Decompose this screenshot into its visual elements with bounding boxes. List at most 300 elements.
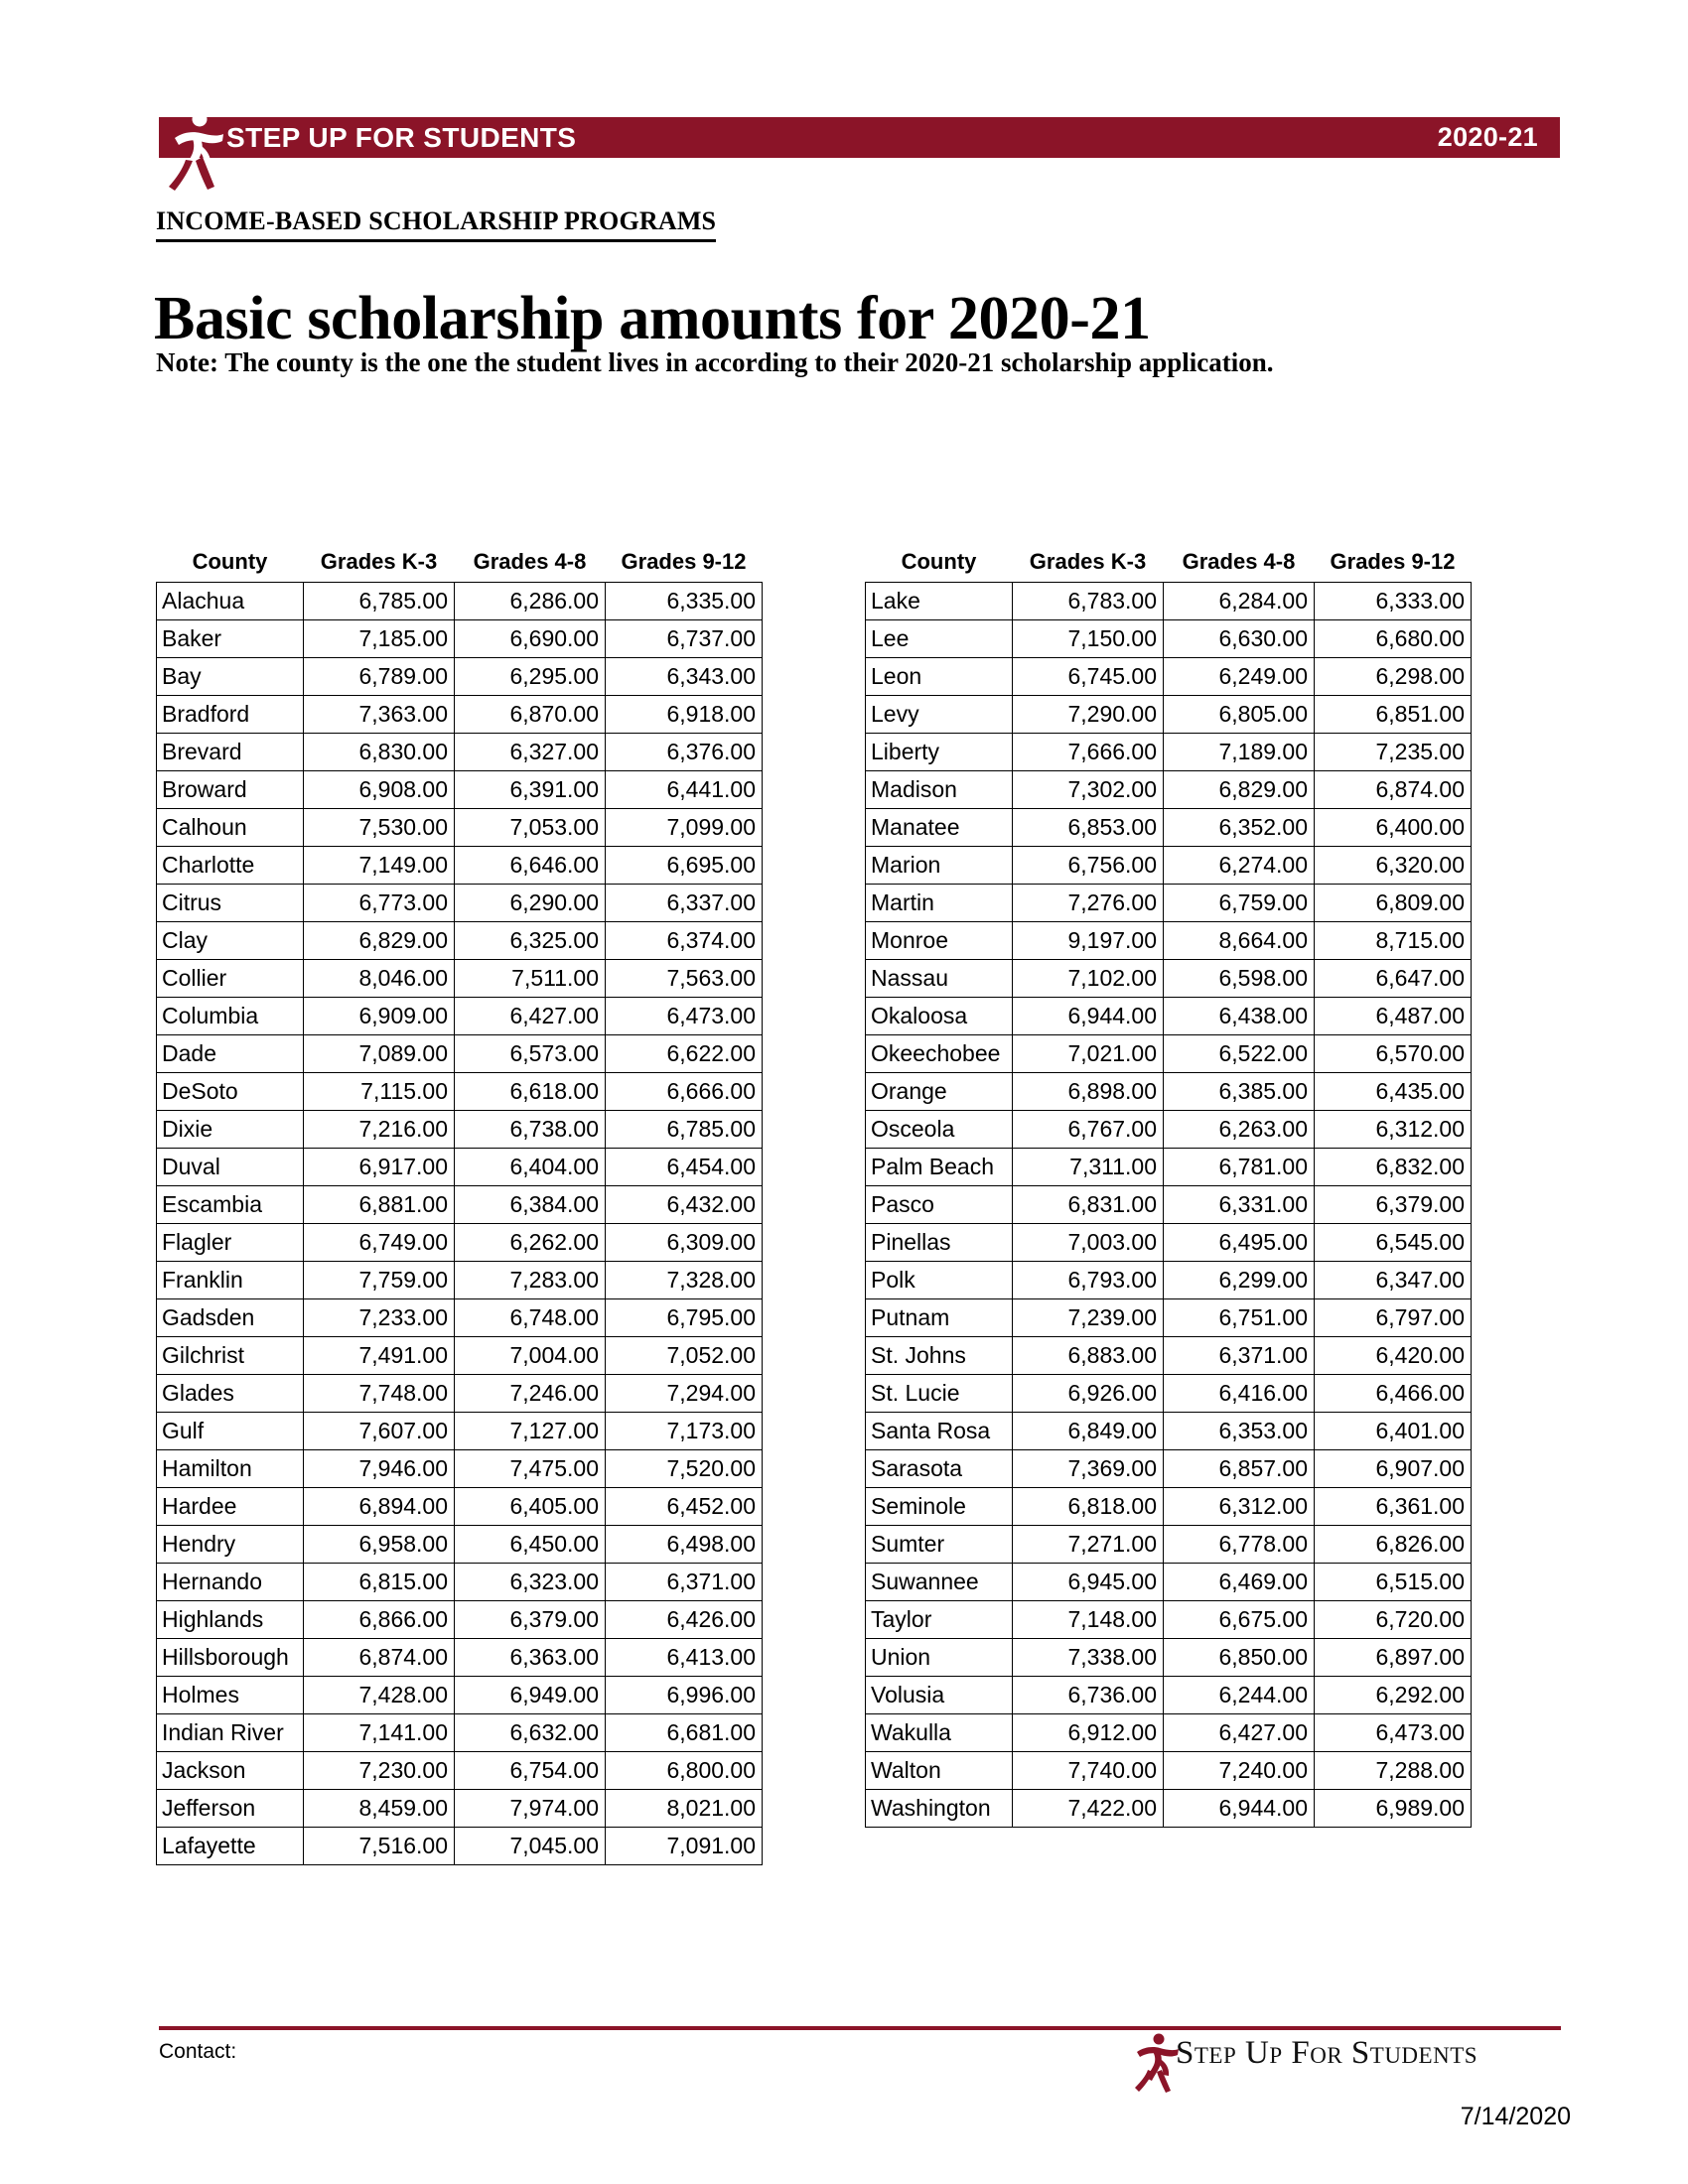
cell-amount: 7,052.00 xyxy=(606,1337,763,1375)
cell-amount: 6,379.00 xyxy=(455,1601,606,1639)
cell-county-name: Seminole xyxy=(866,1488,1013,1526)
table-header-right xyxy=(866,549,1472,583)
contact-label: Contact: xyxy=(159,2040,237,2063)
table-row xyxy=(157,1299,763,1337)
table-row xyxy=(157,1375,763,1413)
cell-amount: 7,288.00 xyxy=(1315,1752,1472,1790)
cell-amount: 6,427.00 xyxy=(1164,1714,1315,1752)
cell-amount: 6,327.00 xyxy=(455,734,606,771)
cell-county-name: Charlotte xyxy=(157,847,304,885)
cell-amount: 6,379.00 xyxy=(1315,1186,1472,1224)
cell-amount: 6,720.00 xyxy=(1315,1601,1472,1639)
cell-county-name: Broward xyxy=(157,771,304,809)
cell-amount: 7,946.00 xyxy=(304,1450,455,1488)
cell-county-name: Collier xyxy=(157,960,304,998)
cell-amount: 6,487.00 xyxy=(1315,998,1472,1035)
cell-amount: 6,759.00 xyxy=(1164,885,1315,922)
cell-amount: 6,435.00 xyxy=(1315,1073,1472,1111)
cell-county-name: Martin xyxy=(866,885,1013,922)
table-row xyxy=(157,1035,763,1073)
table-row xyxy=(157,771,763,809)
table-row xyxy=(866,1639,1472,1677)
cell-county-name: Glades xyxy=(157,1375,304,1413)
table-row xyxy=(866,1790,1472,1828)
table-row xyxy=(866,1488,1472,1526)
cell-county-name: Hernando xyxy=(157,1564,304,1601)
table-row xyxy=(866,1299,1472,1337)
cell-amount: 7,369.00 xyxy=(1013,1450,1164,1488)
cell-amount: 6,331.00 xyxy=(1164,1186,1315,1224)
cell-amount: 7,491.00 xyxy=(304,1337,455,1375)
cell-county-name: Lake xyxy=(866,583,1013,620)
cell-amount: 6,897.00 xyxy=(1315,1639,1472,1677)
table-body-left xyxy=(157,583,763,1865)
cell-amount: 6,249.00 xyxy=(1164,658,1315,696)
cell-amount: 6,312.00 xyxy=(1315,1111,1472,1149)
table-row xyxy=(866,1601,1472,1639)
table-row xyxy=(866,960,1472,998)
cell-amount: 6,630.00 xyxy=(1164,620,1315,658)
cell-amount: 6,244.00 xyxy=(1164,1677,1315,1714)
cell-amount: 6,371.00 xyxy=(1164,1337,1315,1375)
cell-amount: 6,618.00 xyxy=(455,1073,606,1111)
cell-amount: 6,570.00 xyxy=(1315,1035,1472,1073)
column-header-grades-9-12: Grades 9-12 xyxy=(1330,549,1456,574)
cell-amount: 6,818.00 xyxy=(1013,1488,1164,1526)
cell-amount: 6,473.00 xyxy=(1315,1714,1472,1752)
cell-amount: 7,283.00 xyxy=(455,1262,606,1299)
cell-county-name: Sarasota xyxy=(866,1450,1013,1488)
cell-amount: 7,239.00 xyxy=(1013,1299,1164,1337)
cell-amount: 7,607.00 xyxy=(304,1413,455,1450)
table-row xyxy=(866,1526,1472,1564)
program-category-heading: INCOME-BASED SCHOLARSHIP PROGRAMS xyxy=(156,206,716,242)
cell-amount: 6,312.00 xyxy=(1164,1488,1315,1526)
cell-county-name: Bradford xyxy=(157,696,304,734)
cell-amount: 6,815.00 xyxy=(304,1564,455,1601)
cell-amount: 7,021.00 xyxy=(1013,1035,1164,1073)
cell-county-name: Wakulla xyxy=(866,1714,1013,1752)
cell-amount: 7,294.00 xyxy=(606,1375,763,1413)
cell-amount: 7,091.00 xyxy=(606,1828,763,1865)
table-row xyxy=(157,1186,763,1224)
cell-county-name: Hendry xyxy=(157,1526,304,1564)
cell-amount: 6,866.00 xyxy=(304,1601,455,1639)
cell-amount: 6,894.00 xyxy=(304,1488,455,1526)
cell-county-name: Putnam xyxy=(866,1299,1013,1337)
cell-amount: 6,432.00 xyxy=(606,1186,763,1224)
cell-county-name: Bay xyxy=(157,658,304,696)
brand-name: STEP UP FOR STUDENTS xyxy=(226,122,577,153)
table-row xyxy=(866,1149,1472,1186)
cell-amount: 6,797.00 xyxy=(1315,1299,1472,1337)
cell-amount: 7,149.00 xyxy=(304,847,455,885)
column-header-grades-k3: Grades K-3 xyxy=(1029,549,1147,574)
cell-county-name: Orange xyxy=(866,1073,1013,1111)
cell-amount: 7,740.00 xyxy=(1013,1752,1164,1790)
cell-amount: 8,459.00 xyxy=(304,1790,455,1828)
cell-county-name: Hamilton xyxy=(157,1450,304,1488)
cell-amount: 6,870.00 xyxy=(455,696,606,734)
table-row xyxy=(866,1111,1472,1149)
cell-amount: 6,263.00 xyxy=(1164,1111,1315,1149)
cell-amount: 6,917.00 xyxy=(304,1149,455,1186)
cell-amount: 6,400.00 xyxy=(1315,809,1472,847)
cell-amount: 7,338.00 xyxy=(1013,1639,1164,1677)
column-header-grades-4-8: Grades 4-8 xyxy=(1182,549,1296,574)
table-row xyxy=(157,1450,763,1488)
cell-amount: 7,216.00 xyxy=(304,1111,455,1149)
table-row xyxy=(866,1073,1472,1111)
cell-county-name: St. Johns xyxy=(866,1337,1013,1375)
cell-amount: 6,881.00 xyxy=(304,1186,455,1224)
cell-amount: 6,498.00 xyxy=(606,1526,763,1564)
amounts-table-right-block xyxy=(865,549,1472,1828)
table-row xyxy=(157,1526,763,1564)
cell-amount: 6,736.00 xyxy=(1013,1677,1164,1714)
cell-amount: 7,115.00 xyxy=(304,1073,455,1111)
cell-county-name: Duval xyxy=(157,1149,304,1186)
amounts-table-left-block xyxy=(156,549,763,1865)
cell-county-name: Volusia xyxy=(866,1677,1013,1714)
running-figure-icon xyxy=(167,105,228,201)
cell-amount: 6,647.00 xyxy=(1315,960,1472,998)
cell-amount: 6,335.00 xyxy=(606,583,763,620)
cell-amount: 6,748.00 xyxy=(455,1299,606,1337)
cell-amount: 7,141.00 xyxy=(304,1714,455,1752)
table-row xyxy=(866,885,1472,922)
cell-amount: 6,800.00 xyxy=(606,1752,763,1790)
cell-amount: 7,271.00 xyxy=(1013,1526,1164,1564)
table-row xyxy=(866,771,1472,809)
cell-amount: 6,944.00 xyxy=(1164,1790,1315,1828)
cell-amount: 6,675.00 xyxy=(1164,1601,1315,1639)
table-row xyxy=(866,1450,1472,1488)
table-row xyxy=(157,1224,763,1262)
cell-amount: 6,849.00 xyxy=(1013,1413,1164,1450)
table-row xyxy=(157,734,763,771)
table-row xyxy=(866,620,1472,658)
cell-amount: 6,826.00 xyxy=(1315,1526,1472,1564)
table-row xyxy=(866,583,1472,620)
cell-amount: 6,374.00 xyxy=(606,922,763,960)
cell-amount: 6,376.00 xyxy=(606,734,763,771)
cell-amount: 6,284.00 xyxy=(1164,583,1315,620)
cell-amount: 6,290.00 xyxy=(455,885,606,922)
cell-county-name: DeSoto xyxy=(157,1073,304,1111)
cell-amount: 7,003.00 xyxy=(1013,1224,1164,1262)
cell-amount: 6,912.00 xyxy=(1013,1714,1164,1752)
cell-amount: 6,749.00 xyxy=(304,1224,455,1262)
cell-amount: 6,286.00 xyxy=(455,583,606,620)
cell-amount: 6,522.00 xyxy=(1164,1035,1315,1073)
table-row xyxy=(866,1186,1472,1224)
cell-county-name: Calhoun xyxy=(157,809,304,847)
cell-amount: 6,737.00 xyxy=(606,620,763,658)
cell-amount: 6,622.00 xyxy=(606,1035,763,1073)
cell-amount: 6,909.00 xyxy=(304,998,455,1035)
cell-amount: 6,385.00 xyxy=(1164,1073,1315,1111)
cell-amount: 6,898.00 xyxy=(1013,1073,1164,1111)
cell-amount: 6,495.00 xyxy=(1164,1224,1315,1262)
cell-amount: 6,309.00 xyxy=(606,1224,763,1262)
note-text: Note: The county is the one the student lives in according to their 2020-21 scholarship application. xyxy=(156,347,1274,377)
table-row xyxy=(866,1262,1472,1299)
cell-county-name: Citrus xyxy=(157,885,304,922)
document-date: 7/14/2020 xyxy=(1460,2103,1571,2130)
cell-amount: 7,363.00 xyxy=(304,696,455,734)
cell-amount: 6,420.00 xyxy=(1315,1337,1472,1375)
cell-amount: 7,974.00 xyxy=(455,1790,606,1828)
cell-county-name: Baker xyxy=(157,620,304,658)
table-body-right xyxy=(866,583,1472,1828)
table-row xyxy=(866,1337,1472,1375)
cell-amount: 7,475.00 xyxy=(455,1450,606,1488)
table-row xyxy=(866,1224,1472,1262)
table-row xyxy=(866,658,1472,696)
table-row xyxy=(157,1564,763,1601)
cell-amount: 6,785.00 xyxy=(606,1111,763,1149)
school-year-badge: 2020-21 xyxy=(1437,122,1538,152)
cell-amount: 6,883.00 xyxy=(1013,1337,1164,1375)
cell-amount: 6,832.00 xyxy=(1315,1149,1472,1186)
brand-header-bar xyxy=(159,117,1560,158)
table-row xyxy=(866,1714,1472,1752)
column-header-grades-k3: Grades K-3 xyxy=(320,549,438,574)
cell-county-name: Hardee xyxy=(157,1488,304,1526)
cell-amount: 6,830.00 xyxy=(304,734,455,771)
cell-amount: 6,353.00 xyxy=(1164,1413,1315,1450)
cell-amount: 6,945.00 xyxy=(1013,1564,1164,1601)
cell-county-name: Pinellas xyxy=(866,1224,1013,1262)
cell-county-name: Gulf xyxy=(157,1413,304,1450)
cell-amount: 6,829.00 xyxy=(304,922,455,960)
cell-amount: 6,789.00 xyxy=(304,658,455,696)
table-row xyxy=(157,1639,763,1677)
cell-county-name: Leon xyxy=(866,658,1013,696)
table-row xyxy=(866,922,1472,960)
cell-county-name: Madison xyxy=(866,771,1013,809)
cell-county-name: Monroe xyxy=(866,922,1013,960)
amounts-table-right xyxy=(865,549,1472,1828)
cell-amount: 6,333.00 xyxy=(1315,583,1472,620)
cell-amount: 7,520.00 xyxy=(606,1450,763,1488)
cell-amount: 7,748.00 xyxy=(304,1375,455,1413)
table-row xyxy=(157,1714,763,1752)
cell-amount: 6,805.00 xyxy=(1164,696,1315,734)
cell-county-name: Escambia xyxy=(157,1186,304,1224)
cell-amount: 6,918.00 xyxy=(606,696,763,734)
cell-amount: 7,148.00 xyxy=(1013,1601,1164,1639)
cell-amount: 6,441.00 xyxy=(606,771,763,809)
cell-amount: 6,666.00 xyxy=(606,1073,763,1111)
cell-amount: 6,767.00 xyxy=(1013,1111,1164,1149)
table-row xyxy=(157,1149,763,1186)
cell-amount: 6,793.00 xyxy=(1013,1262,1164,1299)
cell-amount: 6,292.00 xyxy=(1315,1677,1472,1714)
cell-amount: 6,850.00 xyxy=(1164,1639,1315,1677)
cell-county-name: Walton xyxy=(866,1752,1013,1790)
cell-amount: 6,681.00 xyxy=(606,1714,763,1752)
cell-county-name: Santa Rosa xyxy=(866,1413,1013,1450)
column-header-grades-4-8: Grades 4-8 xyxy=(473,549,587,574)
table-row xyxy=(157,1413,763,1450)
table-row xyxy=(157,620,763,658)
cell-county-name: Gilchrist xyxy=(157,1337,304,1375)
cell-amount: 6,989.00 xyxy=(1315,1790,1472,1828)
page-title: Basic scholarship amounts for 2020-21 xyxy=(154,284,1151,352)
cell-amount: 7,235.00 xyxy=(1315,734,1472,771)
cell-county-name: Flagler xyxy=(157,1224,304,1262)
cell-amount: 9,197.00 xyxy=(1013,922,1164,960)
cell-amount: 6,473.00 xyxy=(606,998,763,1035)
cell-amount: 6,450.00 xyxy=(455,1526,606,1564)
cell-amount: 7,516.00 xyxy=(304,1828,455,1865)
cell-amount: 7,428.00 xyxy=(304,1677,455,1714)
cell-amount: 6,831.00 xyxy=(1013,1186,1164,1224)
cell-amount: 8,664.00 xyxy=(1164,922,1315,960)
cell-county-name: Washington xyxy=(866,1790,1013,1828)
cell-county-name: Okaloosa xyxy=(866,998,1013,1035)
table-row xyxy=(157,1601,763,1639)
cell-amount: 6,949.00 xyxy=(455,1677,606,1714)
cell-amount: 6,809.00 xyxy=(1315,885,1472,922)
cell-amount: 6,783.00 xyxy=(1013,583,1164,620)
cell-amount: 6,745.00 xyxy=(1013,658,1164,696)
cell-amount: 6,438.00 xyxy=(1164,998,1315,1035)
cell-amount: 6,352.00 xyxy=(1164,809,1315,847)
table-row xyxy=(157,885,763,922)
cell-county-name: Clay xyxy=(157,922,304,960)
cell-amount: 6,401.00 xyxy=(1315,1413,1472,1450)
cell-amount: 6,646.00 xyxy=(455,847,606,885)
cell-county-name: Lee xyxy=(866,620,1013,658)
cell-amount: 7,189.00 xyxy=(1164,734,1315,771)
cell-amount: 7,328.00 xyxy=(606,1262,763,1299)
cell-amount: 7,185.00 xyxy=(304,620,455,658)
table-row xyxy=(157,1488,763,1526)
table-row xyxy=(866,809,1472,847)
cell-county-name: St. Lucie xyxy=(866,1375,1013,1413)
table-row xyxy=(157,922,763,960)
cell-amount: 6,754.00 xyxy=(455,1752,606,1790)
cell-amount: 6,298.00 xyxy=(1315,658,1472,696)
cell-amount: 7,004.00 xyxy=(455,1337,606,1375)
cell-amount: 7,233.00 xyxy=(304,1299,455,1337)
cell-amount: 6,404.00 xyxy=(455,1149,606,1186)
cell-amount: 6,384.00 xyxy=(455,1186,606,1224)
cell-amount: 6,773.00 xyxy=(304,885,455,922)
table-row xyxy=(157,1752,763,1790)
cell-amount: 6,851.00 xyxy=(1315,696,1472,734)
table-row xyxy=(157,1337,763,1375)
table-row xyxy=(157,809,763,847)
cell-amount: 6,371.00 xyxy=(606,1564,763,1601)
table-row xyxy=(866,1677,1472,1714)
cell-amount: 6,416.00 xyxy=(1164,1375,1315,1413)
cell-county-name: Highlands xyxy=(157,1601,304,1639)
cell-county-name: Columbia xyxy=(157,998,304,1035)
table-row xyxy=(866,734,1472,771)
cell-county-name: Suwannee xyxy=(866,1564,1013,1601)
amounts-table-left xyxy=(156,549,763,1865)
cell-county-name: Manatee xyxy=(866,809,1013,847)
table-row xyxy=(866,847,1472,885)
cell-amount: 6,680.00 xyxy=(1315,620,1472,658)
cell-amount: 7,150.00 xyxy=(1013,620,1164,658)
cell-amount: 6,337.00 xyxy=(606,885,763,922)
cell-amount: 7,089.00 xyxy=(304,1035,455,1073)
cell-county-name: Franklin xyxy=(157,1262,304,1299)
cell-amount: 6,738.00 xyxy=(455,1111,606,1149)
cell-amount: 6,413.00 xyxy=(606,1639,763,1677)
cell-amount: 8,021.00 xyxy=(606,1790,763,1828)
cell-county-name: Palm Beach xyxy=(866,1149,1013,1186)
cell-amount: 6,829.00 xyxy=(1164,771,1315,809)
cell-amount: 6,857.00 xyxy=(1164,1450,1315,1488)
cell-amount: 7,045.00 xyxy=(455,1828,606,1865)
cell-county-name: Okeechobee xyxy=(866,1035,1013,1073)
table-header-row xyxy=(866,549,1472,583)
column-header-county: County xyxy=(192,549,268,574)
cell-amount: 6,695.00 xyxy=(606,847,763,885)
cell-amount: 6,391.00 xyxy=(455,771,606,809)
column-header-county: County xyxy=(901,549,977,574)
cell-amount: 6,853.00 xyxy=(1013,809,1164,847)
table-row xyxy=(157,1828,763,1865)
cell-amount: 7,759.00 xyxy=(304,1262,455,1299)
footer-logo xyxy=(1132,2025,1559,2095)
footer-brand-name: Step Up For Students xyxy=(1176,2035,1478,2071)
cell-amount: 6,320.00 xyxy=(1315,847,1472,885)
table-header-left xyxy=(157,549,763,583)
cell-amount: 7,230.00 xyxy=(304,1752,455,1790)
table-row xyxy=(157,1073,763,1111)
cell-county-name: Sumter xyxy=(866,1526,1013,1564)
table-row xyxy=(866,696,1472,734)
table-row xyxy=(866,1564,1472,1601)
table-header-row xyxy=(157,549,763,583)
table-row xyxy=(157,583,763,620)
cell-amount: 6,926.00 xyxy=(1013,1375,1164,1413)
cell-county-name: Marion xyxy=(866,847,1013,885)
cell-county-name: Dixie xyxy=(157,1111,304,1149)
cell-amount: 6,405.00 xyxy=(455,1488,606,1526)
cell-amount: 6,756.00 xyxy=(1013,847,1164,885)
cell-amount: 7,099.00 xyxy=(606,809,763,847)
cell-amount: 7,311.00 xyxy=(1013,1149,1164,1186)
cell-county-name: Dade xyxy=(157,1035,304,1073)
cell-amount: 7,127.00 xyxy=(455,1413,606,1450)
cell-amount: 6,996.00 xyxy=(606,1677,763,1714)
cell-amount: 7,053.00 xyxy=(455,809,606,847)
cell-amount: 6,347.00 xyxy=(1315,1262,1472,1299)
cell-county-name: Liberty xyxy=(866,734,1013,771)
cell-amount: 6,907.00 xyxy=(1315,1450,1472,1488)
cell-county-name: Lafayette xyxy=(157,1828,304,1865)
cell-amount: 7,302.00 xyxy=(1013,771,1164,809)
cell-amount: 6,598.00 xyxy=(1164,960,1315,998)
cell-amount: 6,874.00 xyxy=(304,1639,455,1677)
cell-amount: 6,632.00 xyxy=(455,1714,606,1752)
cell-amount: 6,573.00 xyxy=(455,1035,606,1073)
cell-amount: 6,795.00 xyxy=(606,1299,763,1337)
cell-amount: 7,246.00 xyxy=(455,1375,606,1413)
table-row xyxy=(157,696,763,734)
cell-county-name: Jackson xyxy=(157,1752,304,1790)
cell-county-name: Indian River xyxy=(157,1714,304,1752)
cell-amount: 8,046.00 xyxy=(304,960,455,998)
